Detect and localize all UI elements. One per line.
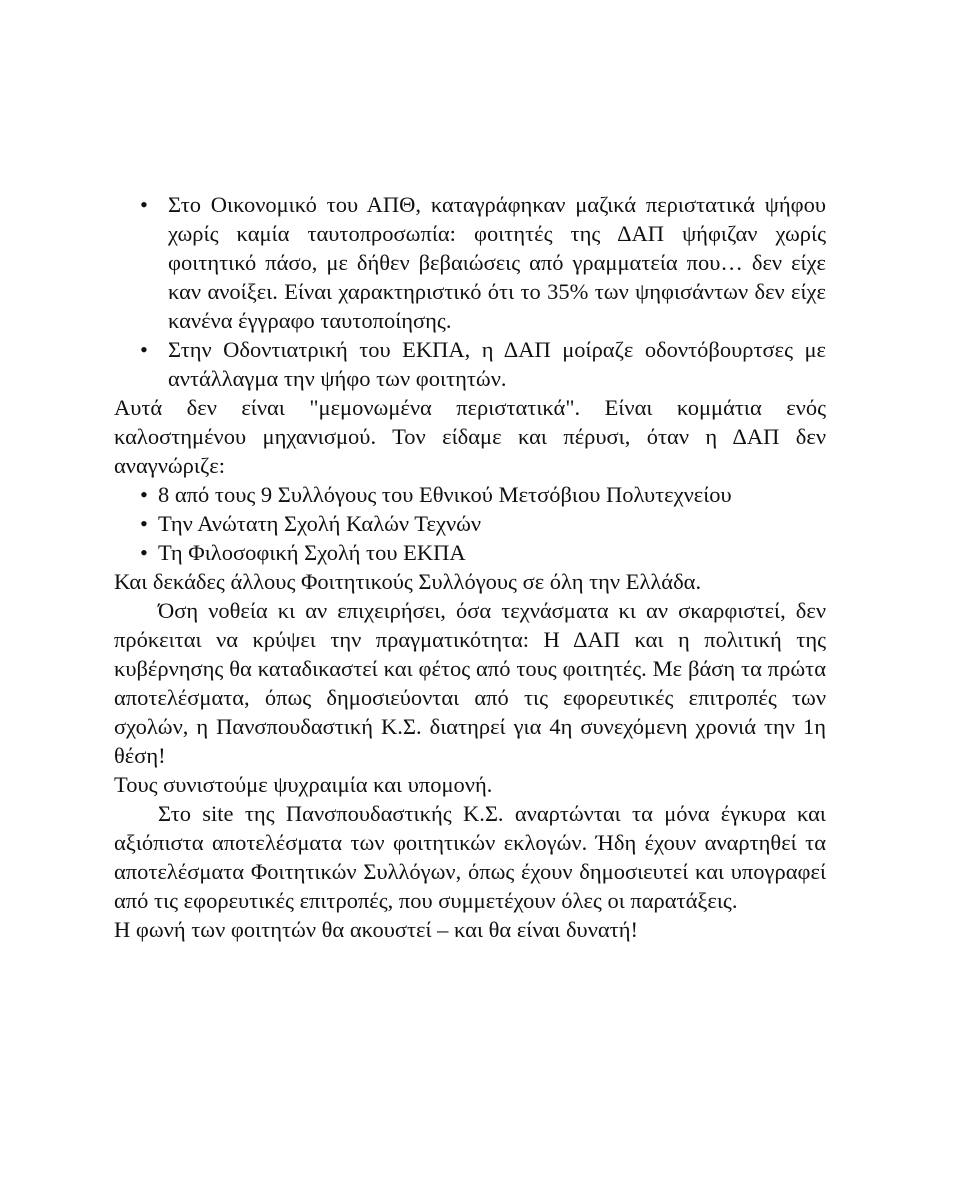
paragraph-closing: Η φωνή των φοιτητών θα ακουστεί – και θα είναι δυνατή! (114, 917, 638, 942)
incident-bullet-list (114, 190, 826, 393)
bullet-item-philosophy: • Τη Φιλοσοφική Σχολή του ΕΚΠΑ (114, 538, 826, 567)
document-page (114, 190, 826, 944)
paragraph-dozens: Και δεκάδες άλλους Φοιτητικούς Συλλόγους σε όλη την Ελλάδα. (114, 569, 702, 594)
paragraph-results: Όση νοθεία κι αν επιχειρήσει, όσα τεχνάσματα κι αν σκαρφιστεί, δεν πρόκειται να κρύψει την πραγματικότητα: Η ΔΑΠ και η πολιτική της κυβέρνησης θα καταδικαστεί και φέτος από τους φοιτητές. Με βάση τα πρώτα αποτελέσματα, όπως δημοσιεύονται από τις εφορευτικές επιτροπές των σχολών, η Πανσπουδαστική Κ.Σ. διατηρεί για 4η συνεχόμενη χρονιά την 1η θέση! (114, 598, 826, 768)
bullet-item-fine-arts: • Την Ανώτατη Σχολή Καλών Τεχνών (114, 509, 826, 538)
paragraph-mechanism: Αυτά δεν είναι "μεμονωμένα περιστατικά". Είναι κομμάτια ενός καλοστημένου μηχανισμού. Τον είδαμε και πέρυσι, όταν η ΔΑΠ δεν αναγνώριζε: (114, 395, 826, 478)
unrecognized-bullet-list (114, 480, 826, 567)
bullet-item-ekpa-dentistry: • Στην Οδοντιατρική του ΕΚΠΑ, η ΔΑΠ μοίραζε οδοντόβουρτσες με αντάλλαγμα την ψήφο των φοιτητών. (114, 335, 826, 393)
paragraph-calm: Τους συνιστούμε ψυχραιμία και υπομονή. (114, 772, 493, 797)
paragraph-site: Στο site της Πανσπουδαστικής Κ.Σ. αναρτώνται τα μόνα έγκυρα και αξιόπιστα αποτελέσματα των φοιτητικών εκλογών. Ήδη έχουν αναρτηθεί τα αποτελέσματα Φοιτητικών Συλλόγων, όπως έχουν δημοσιευτεί και υπογραφεί από τις εφορευτικές επιτροπές, που συμμετέχουν όλες οι παρατάξεις. (114, 801, 826, 913)
bullet-item-auth-economics: • Στο Οικονομικό του ΑΠΘ, καταγράφηκαν μαζικά περιστατικά ψήφου χωρίς καμία ταυτοπροσωπία: φοιτητές της ΔΑΠ ψήφιζαν χωρίς φοιτητικό πάσο, με δήθεν βεβαιώσεις από γραμματεία που… δεν είχε καν ανοίξει. Είναι χαρακτηριστικό ότι το 35% των ψηφισάντων δεν είχε κανένα έγγραφο ταυτοποίησης. (114, 190, 826, 335)
bullet-item-ntua: • 8 από τους 9 Συλλόγους του Εθνικού Μετσόβιου Πολυτεχνείου (114, 480, 826, 509)
